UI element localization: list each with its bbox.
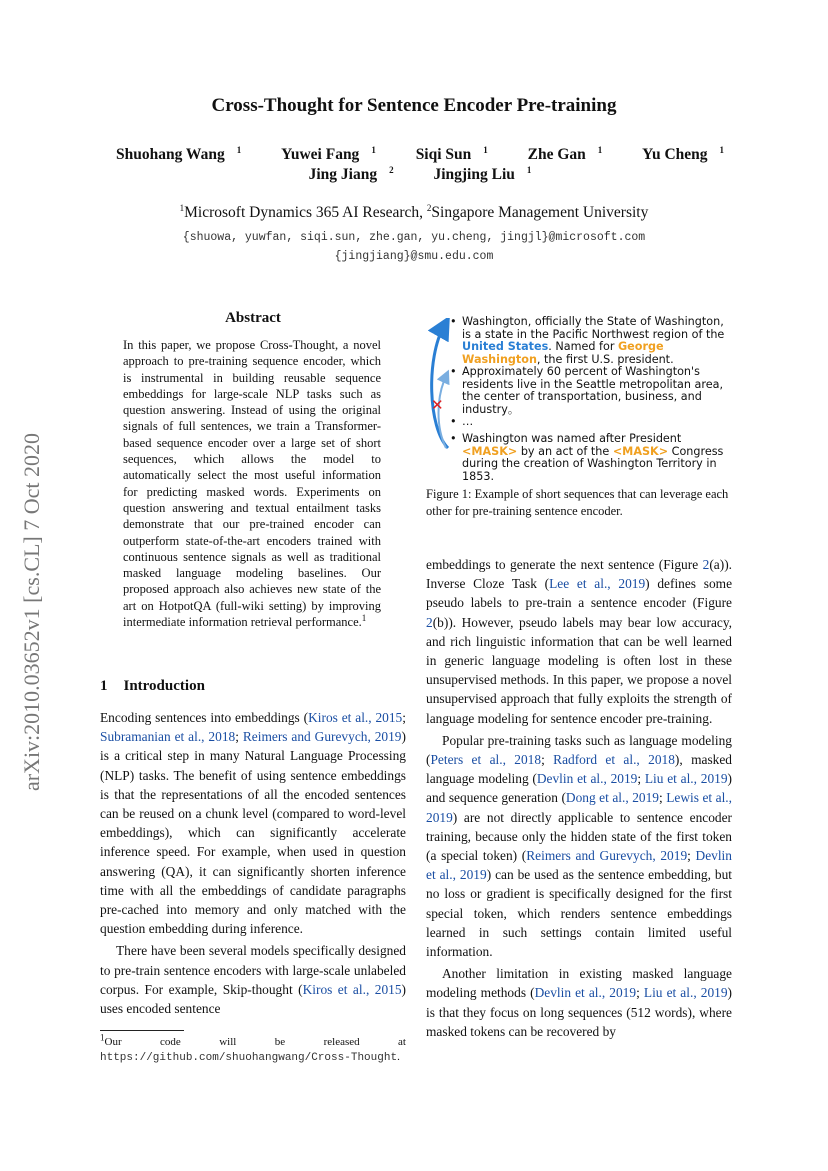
citation-link[interactable]: Liu et al., 2019 [644,771,728,787]
citation-link[interactable]: Devlin et al., 2019 [426,848,732,883]
text-run: embeddings to generate the next sentence (Figure [426,557,703,572]
author [297,166,394,183]
affiliations [0,204,828,222]
text-run: ) is a critical step in many Natural Language Processing (NLP) tasks. The benefit of using sentence embeddings is that the representations of all the encoded sentences can be reused on a chunk level (compared to word-level embeddings), which can significantly accelerate inference speed. For example, when used in question answering (QA), it can significantly shorten inference time with all the embeddings of candidate paragraphs pre-cached into memory and only matched with the question embedding during inference. [100,729,406,937]
section-heading [100,678,205,695]
affil-mark: 2 [426,202,432,213]
highlight-orange: George [618,340,664,353]
author-name: Jingjing Liu [433,166,515,183]
citation-link[interactable]: 2 [426,614,433,630]
author-affil-mark: 1 [483,144,488,155]
author-row-2 [0,165,828,185]
paragraph [426,964,732,1041]
author-name: Jing Jiang [308,166,378,183]
author [630,146,724,163]
author-name: Yuwei Fang [281,146,360,163]
citation-link[interactable]: Dong et al., 2019 [565,790,659,806]
right-column-body [426,555,732,1041]
bullet-text [462,433,730,483]
author-name: Yu Cheng [642,146,708,163]
figure-1 [426,312,732,482]
abstract-text: In this paper, we propose Cross-Thought, a novel approach to pre-training sequence encoder, which is instrumental in building reusable sequence embeddings for large-scale NLP tasks such as question answering. Instead of using the original signals of full sentences, we train a Transformer-based sequence encoder over a large set of short sequences, which allows the model to automatically select the most useful information for predicting masked words. Experiments on question answering and textual entailment tasks demonstrate that our pre-trained encoder can outperform state-of-the-art encoders trained with continuous sentence signals as well as traditional masked language modeling baselines. Our proposed approach also achieves new state of the art on HotpotQA (full-wiki setting) by improving intermediate information retrieval performance. [123,338,381,630]
text-run: ; [687,848,696,864]
citation-link[interactable]: Reimers and Gurevych, 2019 [526,848,688,864]
section-number: 1 [100,678,108,694]
paragraph [100,708,406,938]
citation-link[interactable]: Peters et al., 2018 [430,752,542,768]
abstract-heading: Abstract [225,310,281,326]
affil-mark: 1 [179,202,185,213]
footnote-end: . [397,1051,400,1063]
abstract-body [123,337,381,630]
author [516,146,603,163]
text-run: Washington was named after President [462,432,682,445]
text-run: Encoding sentences into embeddings ( [100,710,309,725]
text-run: (a)). Inverse Cloze Task ( [426,557,732,592]
text-run: Washington, officially the State of Washington, is a state in the Pacific Northwest region of the [462,315,725,341]
text-run: ; [235,729,243,745]
bullet-icon: • [450,432,457,445]
highlight-orange: Washington [462,352,537,366]
text-run: . Named for [548,340,618,353]
text-run: ; [541,752,554,768]
paragraph [426,555,732,728]
figure-caption: Figure 1: Example of short sequences that can leverage each other for pre-training sentence encoder. [426,487,729,518]
text-run: Popular pre-training tasks such as language modeling ( [426,732,732,768]
highlight-blue: United States [462,340,549,353]
citation-link[interactable]: Lewis et al., 2019 [426,790,732,825]
citation-link[interactable]: Liu et al., 2019 [643,985,728,1001]
author-row-1 [0,145,828,165]
citation-link[interactable]: 2 [702,557,710,572]
arxiv-identifier[interactable]: arXiv:2010.03652v1 [cs.CL] 7 Oct 2020 [19,432,44,792]
mask-token: <MASK> [462,444,518,458]
bullet-text: … [462,415,474,428]
affil-text: Microsoft Dynamics 365 AI Research, [184,204,427,221]
author [269,146,376,163]
text-run: ; [637,771,645,787]
citation-link[interactable]: Kiros et al., 2015 [308,710,403,725]
citation-link[interactable]: Devlin et al., 2019 [536,771,638,787]
text-run: There have been several models specifically designed to pre-train sentence encoders with large-scale unlabeled corpus. For example, Skip-thought ( [100,943,406,997]
citation-link[interactable]: Reimers and Gurevych, 2019 [242,729,402,745]
left-column-body [100,708,406,1018]
author-emails [0,228,828,266]
author-name: Zhe Gan [527,146,586,163]
citation-link[interactable]: Subramanian et al., 2018 [100,729,236,745]
text-run: Another limitation in existing masked language modeling methods ( [426,966,732,1001]
text-run: Congress during the creation of Washington Territory in 1853. [462,444,724,483]
author-affil-mark: 1 [597,144,603,155]
paragraph [100,941,406,1018]
mask-token: <MASK> [612,444,669,458]
text-run: ) are not directly applicable to sentence encoder training, because only the hidden state of the first token (a special token) ( [426,809,732,864]
figure-bullet [450,416,730,429]
text-run: ; [636,985,644,1001]
author-name: Siqi Sun [415,146,472,163]
cross-icon: ✕ [431,396,444,414]
bullet-text: Approximately 60 percent of Washington's residents live in the Seattle metropolitan area, the center of transportation, business, and industry。 [462,365,724,416]
bullet-text [462,316,730,366]
figure-bullet [450,366,730,416]
arxiv-sidebar [2,372,62,852]
author [104,146,241,163]
footnote-text: Our code will be released at [104,1036,406,1048]
author-affil-mark: 2 [389,164,394,175]
author-name: Shuohang Wang [115,146,225,163]
footnote-url-link[interactable]: https://github.com/shuohangwang/Cross-Thought [100,1052,398,1064]
author-affil-mark: 1 [719,144,725,155]
bullet-icon: • [450,415,457,428]
author-list [0,145,828,185]
text-run: ) can be used as the sentence embedding, but no loss or gradient is specifically designed for the first special token, which renders sentence embeddings learned in such settings contain limited useful information. [426,867,732,960]
email-line: {shuowa, yuwfan, siqi.sun, zhe.gan, yu.cheng, jingjl}@microsoft.com [182,231,646,244]
author [404,146,488,163]
email-line: {jingjiang}@smu.edu.com [334,250,494,263]
paper-title: Cross-Thought for Sentence Encoder Pre-training [211,95,617,116]
footnote-mark: 1 [100,1032,105,1043]
text-run: ; [402,710,406,725]
text-run: (b)). However, pseudo labels may bear low accuracy, and rich linguistic information that can be well learned in generic language modeling is often lost in these unsupervised methods. In this paper, we propose a novel unsupervised approach that fully exploits the strength of language modeling for sentence encoder pre-training. [426,614,732,726]
text-run: , the first U.S. president. [536,352,674,366]
author-affil-mark: 1 [236,144,242,155]
text-run: by an act of the [517,444,613,458]
paragraph [426,731,732,961]
bullet-icon: • [450,365,457,378]
text-run: ) defines some pseudo labels to pre-train a sentence encoder (Figure [426,576,733,611]
author-affil-mark: 1 [371,144,376,155]
text-run: ), masked language modeling ( [426,752,732,787]
citation-link[interactable]: Lee et al., 2019 [549,576,646,592]
citation-link[interactable]: Kiros et al., 2015 [302,981,402,997]
figure-bullet [450,316,730,366]
text-run: ) is that they focus on long sequences (512 words), where masked tokens can be recovered by [426,985,732,1039]
footnote-rule [100,1030,184,1031]
author-affil-mark: 1 [526,164,532,175]
bullet-icon: • [450,315,457,328]
footnote-ref[interactable]: 1 [361,612,367,623]
citation-link[interactable]: Devlin et al., 2019 [534,985,637,1001]
citation-link[interactable]: Radford et al., 2018 [553,752,675,768]
section-title: Introduction [123,678,205,694]
footnote [100,1032,406,1066]
figure-bullet [450,433,730,483]
text-run: ) and sequence generation ( [426,771,732,806]
affil-text: Singapore Management University [431,204,649,221]
text-run: ; [659,790,667,806]
text-run: ) uses encoded sentence [100,981,407,1017]
author [421,166,531,183]
